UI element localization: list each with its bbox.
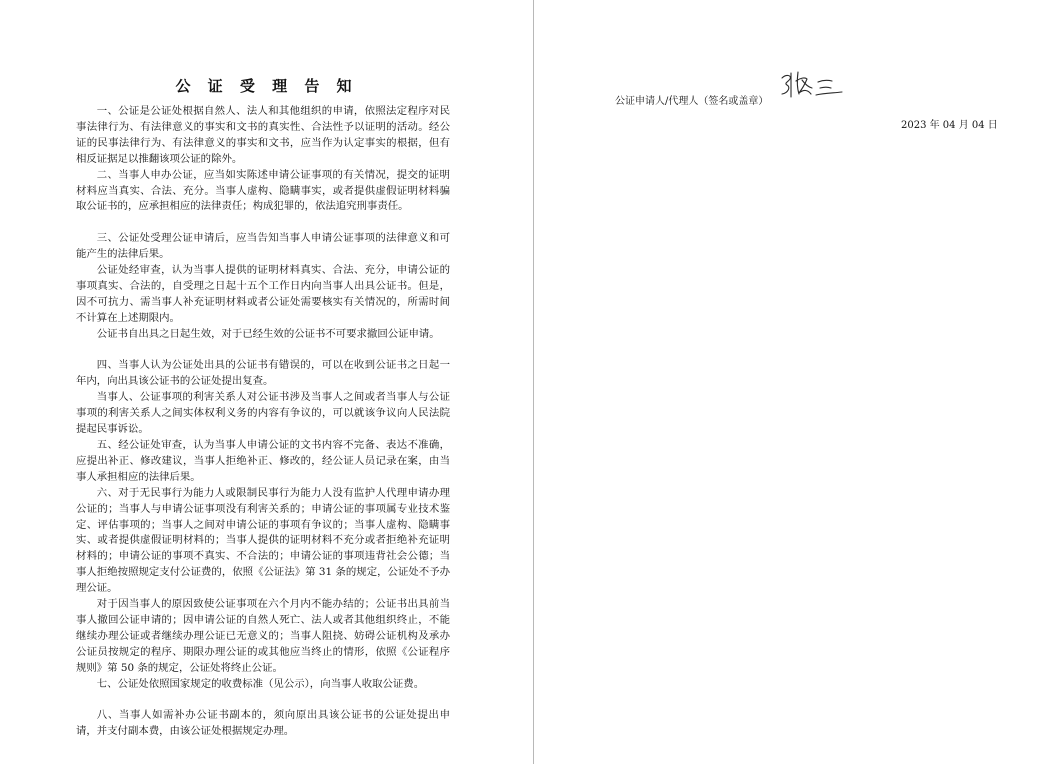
handwritten-signature xyxy=(778,68,848,102)
notice-paragraph: 当事人、公证事项的利害关系人对公证书涉及当事人之间或者当事人与公证事项的利害关系人之间实体权利义务的内容有争议的，可以就该争议向人民法院提起民事诉讼。 xyxy=(76,391,450,436)
signature-date: 2023 年 04 月 04 日 xyxy=(901,120,998,131)
notice-paragraph: 对于因当事人的原因致使公证事项在六个月内不能办结的；公证书出具前当事人撤回公证申请的；因申请公证的自然人死亡、法人或者其他组织终止，不能继续办理公证或者继续办理公证已无意义的；当事人阻挠、妨碍公证机构及承办公证员按规定的程序、期限办理公证的或其他应当终止的情形，依照《公证程序规则》第 50 条的规定，公证处将终止公证。 xyxy=(76,598,450,674)
document-title: 公 证 受 理 告 知 xyxy=(175,77,358,95)
signer-label: 公证申请人/代理人（签名或盖章） xyxy=(615,96,769,107)
notice-paragraph: 二、当事人申办公证，应当如实陈述申请公证事项的有关情况，提交的证明材料应当真实、合法、充分。当事人虚构、隐瞒事实，或者提供虚假证明材料骗取公证书的，应承担相应的法律责任；构成犯罪的，依法追究刑事责任。 xyxy=(76,168,450,213)
notice-paragraph: 六、对于无民事行为能力人或限制民事行为能力人没有监护人代理申请办理公证的；当事人与申请公证事项没有利害关系的；申请公证的事项属专业技术鉴定、评估事项的；当事人之间对申请公证的事项有争议的；当事人虚构、隐瞒事实、或者提供虚假证明材料的；当事人提供的证明材料不充分或者拒绝补充证明材料的；申请公证的事项不真实、不合法的；申请公证的事项违背社会公德；当事人拒绝按照规定支付公证费的，依照《公证法》第 31 条的规定，公证处不予办理公证。 xyxy=(76,486,450,595)
notice-paragraph: 四、当事人认为公证处出具的公证书有错误的，可以在收到公证书之日起一年内，向出具该公证书的公证处提出复查。 xyxy=(76,359,450,388)
notice-paragraph: 一、公证是公证处根据自然人、法人和其他组织的申请，依照法定程序对民事法律行为、有法律意义的事实和文书的真实性、合法性予以证明的活动。经公证的民事法律行为、有法律意义的事实和文书，应当作为认定事实的根据，但有相反证据足以推翻该项公证的除外。 xyxy=(76,105,450,165)
notice-paragraph: 五、经公证处审查，认为当事人申请公证的文书内容不完备、表达不准确，应提出补正、修改建议，当事人拒绝补正、修改的，经公证人员记录在案，由当事人承担相应的法律后果。 xyxy=(76,439,450,483)
notice-paragraph: 公证书自出具之日起生效，对于已经生效的公证书不可要求撤回公证申请。 xyxy=(96,327,440,340)
notice-paragraph: 三、公证处受理公证申请后，应当告知当事人申请公证事项的法律意义和可能产生的法律后果。 xyxy=(76,232,450,261)
right-page xyxy=(535,0,1056,764)
notice-paragraph: 八、当事人如需补办公证书副本的，须向原出具该公证书的公证处提出申请，并支付副本费，由该公证处根据规定办理。 xyxy=(76,709,450,738)
page-divider xyxy=(533,0,534,764)
notice-paragraph: 七、公证处依照国家规定的收费标准（见公示），向当事人收取公证费。 xyxy=(96,677,425,690)
notice-body xyxy=(76,104,450,740)
notice-paragraph: 公证处经审查，认为当事人提供的证明材料真实、合法、充分，申请公证的事项真实、合法的，自受理之日起十五个工作日内向当事人出具公证书。但是，因不可抗力、需当事人补充证明材料或者公证处需要核实有关情况的，所需时间不计算在上述期限内。 xyxy=(76,264,450,324)
